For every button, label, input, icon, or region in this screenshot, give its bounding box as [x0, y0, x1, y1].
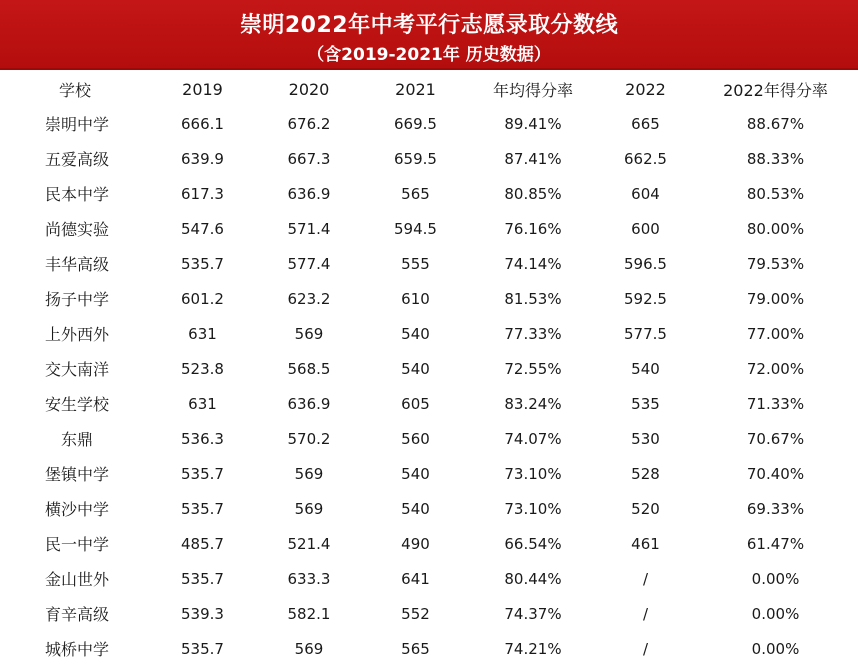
- cell-2020: 636.9: [287, 394, 331, 413]
- column-header-2019: 2019: [182, 79, 223, 99]
- cell-2022-rate: 61.47%: [746, 534, 805, 553]
- cell-avg-rate: 80.44%: [504, 569, 562, 588]
- cell-2021: 540: [401, 464, 430, 483]
- cell-2020: 582.1: [287, 604, 331, 623]
- cell-2022: 520: [631, 499, 660, 518]
- school-name-cell: 横沙中学: [44, 500, 109, 519]
- cell-avg-rate: 76.16%: [504, 219, 562, 238]
- cell-2022: 528: [631, 464, 660, 483]
- cell-avg-rate: 66.54%: [504, 534, 562, 553]
- school-name-cell: 五爱高级: [44, 150, 109, 169]
- cell-2021: 555: [401, 254, 430, 273]
- cell-2020: 569: [294, 499, 324, 518]
- table-row: [0, 561, 858, 596]
- cell-2022: 665: [631, 114, 660, 133]
- cell-2021: 540: [401, 359, 430, 378]
- school-name-cell: 崇明中学: [44, 115, 109, 134]
- cell-2019: 523.8: [181, 359, 224, 378]
- cell-2021: 540: [401, 324, 430, 343]
- cell-2022-rate: 70.67%: [746, 429, 805, 448]
- cell-2022: 600: [631, 219, 660, 238]
- cell-2022-rate: 79.53%: [746, 254, 805, 273]
- school-name-cell: 尚德实验: [44, 220, 109, 239]
- cell-2022: /: [642, 639, 649, 658]
- score-table: [0, 72, 858, 666]
- cell-2019: 535.7: [181, 639, 224, 658]
- cell-2019: 539.3: [181, 604, 224, 623]
- cell-2022: 577.5: [624, 324, 667, 343]
- cell-2022-rate: 80.53%: [746, 184, 805, 203]
- school-name-cell: 东鼎: [60, 430, 93, 449]
- cell-2022: 596.5: [624, 254, 667, 273]
- table-row: [0, 491, 858, 526]
- cell-2022-rate: 0.00%: [751, 639, 800, 658]
- cell-2019: 617.3: [181, 184, 224, 203]
- cell-2022-rate: 88.67%: [746, 114, 805, 133]
- school-name-cell: 城桥中学: [44, 640, 109, 659]
- cell-2022: /: [642, 604, 649, 623]
- cell-avg-rate: 87.41%: [504, 149, 562, 168]
- cell-avg-rate: 74.07%: [504, 429, 562, 448]
- cell-2019: 535.7: [181, 254, 224, 273]
- cell-avg-rate: 83.24%: [504, 394, 562, 413]
- table-row: [0, 106, 858, 141]
- school-name-cell: 育辛高级: [44, 605, 109, 624]
- cell-2019: 536.3: [181, 429, 224, 448]
- cell-2019: 631: [188, 324, 217, 343]
- cell-2021: 565: [401, 184, 430, 203]
- school-name-cell: 上外西外: [44, 325, 109, 344]
- cell-2021: 490: [401, 534, 430, 553]
- cell-2019: 601.2: [181, 289, 224, 308]
- school-name-cell: 民本中学: [44, 185, 109, 204]
- table-row: [0, 316, 858, 351]
- cell-2022-rate: 72.00%: [746, 359, 805, 378]
- cell-2022-rate: 79.00%: [746, 289, 805, 308]
- cell-avg-rate: 77.33%: [504, 324, 562, 343]
- cell-avg-rate: 81.53%: [504, 289, 562, 308]
- cell-avg-rate: 89.41%: [504, 114, 562, 133]
- cell-avg-rate: 74.21%: [504, 639, 562, 658]
- cell-2022: 461: [631, 534, 660, 553]
- table-row: [0, 596, 858, 631]
- cell-2022: 592.5: [624, 289, 667, 308]
- cell-2022-rate: 70.40%: [746, 464, 805, 483]
- cell-2022-rate: 69.33%: [746, 499, 805, 518]
- title-banner: [0, 0, 858, 70]
- cell-2019: 639.9: [181, 149, 224, 168]
- cell-2022-rate: 80.00%: [746, 219, 805, 238]
- page-subtitle: （含2019-2021年 历史数据）: [307, 45, 551, 65]
- cell-2022: 540: [631, 359, 660, 378]
- cell-2022-rate: 0.00%: [751, 569, 800, 588]
- cell-2020: 667.3: [287, 149, 331, 168]
- table-row: [0, 421, 858, 456]
- table-row: [0, 386, 858, 421]
- cell-2021: 594.5: [394, 219, 437, 238]
- cell-2020: 521.4: [287, 534, 331, 553]
- cell-2019: 535.7: [181, 569, 224, 588]
- cell-2021: 540: [401, 499, 430, 518]
- cell-2020: 633.3: [287, 569, 331, 588]
- table-row: [0, 176, 858, 211]
- cell-2020: 571.4: [287, 219, 331, 238]
- column-header-2022-rate: 2022年得分率: [723, 80, 828, 100]
- school-name-cell: 堡镇中学: [44, 465, 109, 484]
- table-body: [0, 106, 858, 666]
- cell-2019: 547.6: [181, 219, 224, 238]
- cell-avg-rate: 74.37%: [504, 604, 562, 623]
- school-name-cell: 民一中学: [44, 535, 109, 554]
- cell-avg-rate: 72.55%: [504, 359, 562, 378]
- cell-avg-rate: 73.10%: [504, 464, 562, 483]
- cell-2021: 552: [401, 604, 430, 623]
- cell-2020: 569: [294, 324, 324, 343]
- column-header-2022: 2022: [625, 79, 666, 99]
- cell-2020: 569: [294, 464, 324, 483]
- cell-2022: 530: [631, 429, 660, 448]
- cell-2020: 570.2: [287, 429, 331, 448]
- cell-avg-rate: 80.85%: [504, 184, 562, 203]
- cell-2020: 636.9: [287, 184, 331, 203]
- column-header-2020: 2020: [288, 79, 330, 99]
- cell-2019: 485.7: [181, 534, 224, 553]
- table-row: [0, 281, 858, 316]
- column-header-avg-rate: 年均得分率: [492, 80, 573, 100]
- cell-2021: 659.5: [394, 149, 437, 168]
- cell-2022-rate: 77.00%: [746, 324, 805, 343]
- cell-avg-rate: 73.10%: [504, 499, 562, 518]
- table-row: [0, 526, 858, 561]
- cell-2020: 569: [294, 639, 324, 658]
- table-header-row: [0, 72, 858, 106]
- cell-2019: 535.7: [181, 499, 224, 518]
- school-name-cell: 安生学校: [44, 395, 109, 414]
- table-row: [0, 246, 858, 281]
- cell-2021: 641: [401, 569, 430, 588]
- table-row: [0, 631, 858, 666]
- school-name-cell: 交大南洋: [44, 360, 109, 379]
- cell-2021: 605: [401, 394, 430, 413]
- cell-2022: 535: [631, 394, 660, 413]
- cell-2021: 560: [401, 429, 430, 448]
- cell-2019: 631: [188, 394, 217, 413]
- table-row: [0, 456, 858, 491]
- cell-avg-rate: 74.14%: [504, 254, 562, 273]
- cell-2019: 535.7: [181, 464, 224, 483]
- cell-2021: 610: [401, 289, 430, 308]
- cell-2020: 623.2: [287, 289, 331, 308]
- cell-2021: 669.5: [394, 114, 437, 133]
- page-title: 崇明2022年中考平行志愿录取分数线: [239, 13, 619, 38]
- school-name-cell: 扬子中学: [44, 290, 109, 309]
- school-name-cell: 金山世外: [44, 570, 109, 589]
- table-row: [0, 351, 858, 386]
- column-header-school: 学校: [58, 80, 91, 100]
- cell-2020: 577.4: [287, 254, 331, 273]
- cell-2020: 676.2: [287, 114, 331, 133]
- cell-2022: 604: [631, 184, 660, 203]
- cell-2020: 568.5: [287, 359, 331, 378]
- cell-2022-rate: 71.33%: [746, 394, 805, 413]
- cell-2022: /: [642, 569, 649, 588]
- school-name-cell: 丰华高级: [44, 255, 109, 274]
- cell-2019: 666.1: [181, 114, 224, 133]
- cell-2022: 662.5: [624, 149, 667, 168]
- table-row: [0, 211, 858, 246]
- cell-2022-rate: 0.00%: [751, 604, 800, 623]
- column-header-2021: 2021: [395, 79, 436, 99]
- cell-2022-rate: 88.33%: [746, 149, 805, 168]
- cell-2021: 565: [401, 639, 430, 658]
- table-row: [0, 141, 858, 176]
